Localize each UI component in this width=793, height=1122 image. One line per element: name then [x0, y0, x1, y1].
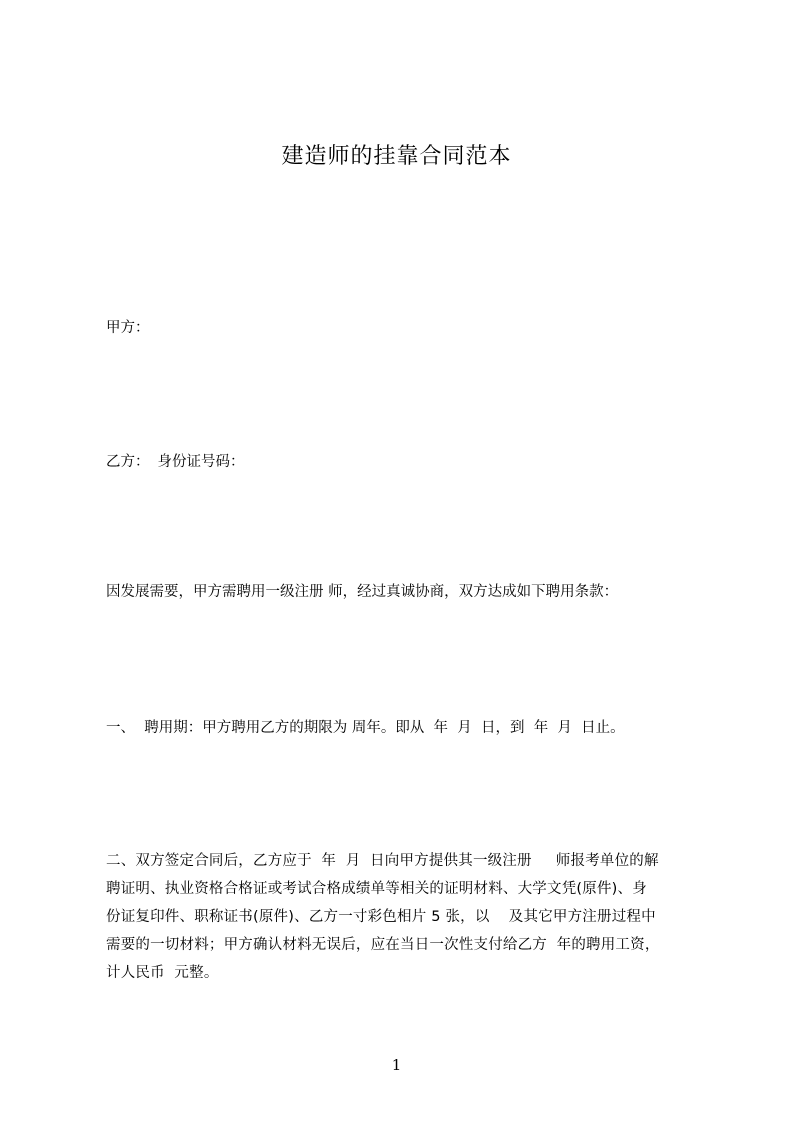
intro-paragraph: 因发展需要，甲方需聘用一级注册 师，经过真诚协商，双方达成如下聘用条款：: [106, 584, 619, 600]
party-a-label: 甲方：: [106, 320, 150, 336]
party-b-label: 乙方：: [106, 454, 150, 470]
clause-2-line-3: 份证复印件、职称证书(原件)、乙方一寸彩色相片 5 张，以 及其它甲方注册过程中: [106, 909, 656, 925]
clause-2-line-1: 二、双方签定合同后，乙方应于 年 月 日向甲方提供其一级注册 师报考单位的解: [106, 853, 659, 869]
page-number: 1: [391, 1056, 402, 1074]
clause-2-line-2: 聘证明、执业资格合格证或考试合格成绩单等相关的证明材料、大学文凭(原件)、身: [106, 881, 647, 897]
clause-2: [106, 847, 706, 987]
clause-2-line-5: 计人民币 元整。: [106, 965, 219, 981]
document-title: 建造师的挂靠合同范本: [281, 144, 512, 169]
id-number-label: 身份证号码：: [157, 454, 245, 470]
clause-2-line-4: 需要的一切材料；甲方确认材料无误后，应在当日一次性支付给乙方 年的聘用工资，: [106, 937, 660, 953]
clause-1: 一、 聘用期：甲方聘用乙方的期限为 周年。即从 年 月 日，到 年 月 日止。: [106, 720, 625, 736]
party-b-line: [106, 451, 245, 473]
